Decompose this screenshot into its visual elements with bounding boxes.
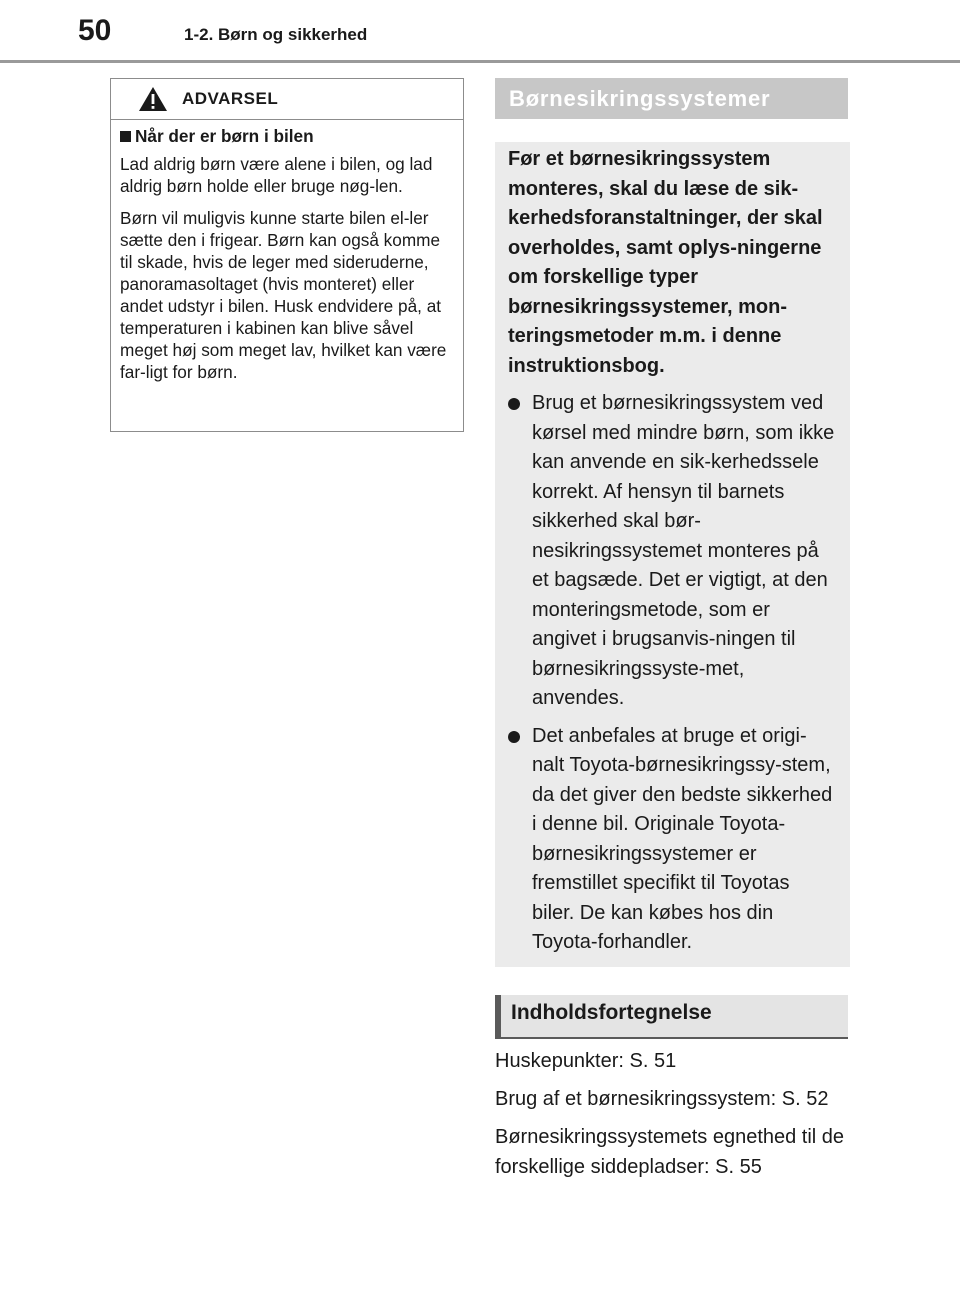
bullet-item (508, 389, 836, 714)
chapter-title: 1-2. Børn og sikkerhed (184, 25, 368, 44)
toc-item[interactable]: Børnesikringssystemets egnethed til de forskellige siddepladser: S. 55 (495, 1126, 845, 1178)
warning-subheading-text: Når der er børn i bilen (135, 126, 314, 146)
toc-item[interactable]: Huskepunkter: S. 51 (495, 1050, 677, 1072)
warning-box (110, 78, 464, 432)
toc-item[interactable]: Brug af et børnesikringssystem: S. 52 (495, 1088, 829, 1110)
bullet-item (508, 722, 836, 958)
header-rule (0, 60, 960, 63)
bullet-text: Brug et børnesikringssystem ved kørsel med mindre børn, som ikke kan anvende en sik-kerhedssele korrekt. Af hensyn til barnets sikkerhed skal bør-nesikringssystemet monteres på et bagsæde. Det er vigtigt, at den monteringsmetode, som er angivet i brugsanvis-ningen til børnesikringssyste-met, anvendes. (532, 392, 835, 709)
section-title: Børnesikringssystemer (495, 78, 848, 119)
warning-header (111, 79, 463, 120)
bullet-dot-icon (508, 398, 520, 410)
warning-title: ADVARSEL (182, 89, 279, 108)
toc-list (495, 1046, 850, 1190)
bullet-dot-icon (508, 731, 520, 743)
warning-triangle-icon (138, 86, 168, 112)
page-number: 50 (78, 14, 112, 47)
toc-title: Indholdsfortegnelse (495, 995, 848, 1039)
warning-paragraph: Lad aldrig børn være alene i bilen, og lad aldrig børn holde eller bruge nøg-len. (120, 154, 433, 196)
square-bullet-icon (120, 131, 131, 142)
bullet-text: Det anbefales at bruge et origi-nalt Toyota-børnesikringssy-stem, da det giver den bedste sikkerhed i denne bil. Originale Toyota-børnesikringssystemer er fremstillet specifikt til Toyotas biler. De kan købes hos din Toyota-forhandler. (532, 724, 833, 953)
warning-subheading (120, 125, 453, 147)
intro-lead-text: Før et børnesikringssystem monteres, skal du læse de sik-kerhedsforanstaltninger, der skal overholdes, samt oplys-ningerne om forskellige typer børnesikringssystemer, mon-teringsmetoder m.m. i denne instruktionsbog. (508, 148, 823, 377)
warning-paragraph: Børn vil muligvis kunne starte bilen el-ler sætte den i frigear. Børn kan også komme til skade, hvis de leger med sideruderne, panoramasoltaget (hvis monteret) eller andet udstyr i bilen. Husk endvidere på, at temperaturen i kabinen kan blive såvel meget høj som meget lav, hvilket kan være far-ligt for børn. (120, 208, 447, 382)
intro-box (495, 142, 850, 967)
warning-body (111, 120, 463, 383)
